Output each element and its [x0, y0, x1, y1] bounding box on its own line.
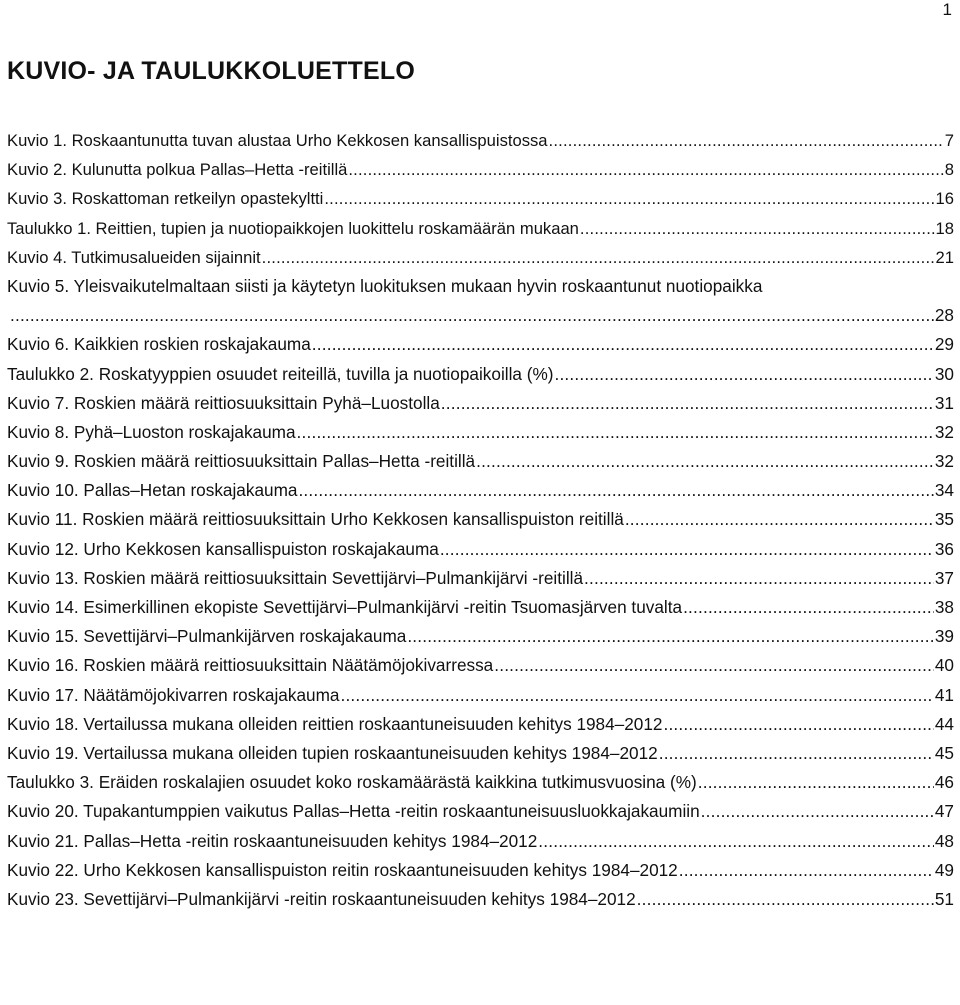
- toc-entry-page: 21: [935, 247, 954, 267]
- toc-entry[interactable]: [7, 681, 954, 710]
- toc-entry[interactable]: [7, 360, 954, 389]
- toc-entry[interactable]: [7, 885, 954, 914]
- toc-entry[interactable]: [7, 739, 954, 768]
- toc-entry-page: 48: [934, 830, 954, 851]
- dot-leader: [441, 389, 934, 418]
- toc-entry-title: Kuvio 2. Kulunutta polkua Pallas–Hetta -reitillä: [7, 160, 348, 180]
- toc-entry-title: Kuvio 11. Roskien määrä reittiosuuksittain Urho Kekkosen kansallispuiston reitillä: [7, 509, 624, 530]
- toc-entry[interactable]: [7, 155, 954, 184]
- toc-entry[interactable]: [7, 418, 954, 447]
- toc-entry[interactable]: [7, 797, 954, 826]
- toc-entry[interactable]: [7, 505, 954, 534]
- toc-entry[interactable]: [7, 476, 954, 505]
- toc-entry[interactable]: [7, 272, 954, 301]
- toc-entry-page: 35: [934, 509, 954, 530]
- dot-leader: [476, 447, 934, 476]
- toc-entry-title: Kuvio 8. Pyhä–Luoston roskajakauma: [7, 421, 296, 442]
- toc-entry[interactable]: [7, 856, 954, 885]
- toc-entry[interactable]: [7, 214, 954, 243]
- toc-entry[interactable]: [7, 126, 954, 155]
- toc-entry-page: 49: [934, 859, 954, 880]
- toc-entry-title: Kuvio 9. Roskien määrä reittiosuuksittain Pallas–Hetta -reitillä: [7, 451, 476, 472]
- toc-entry[interactable]: [7, 827, 954, 856]
- toc-entry-title: Kuvio 10. Pallas–Hetan roskajakauma: [7, 480, 298, 501]
- toc-entry-page: 45: [934, 742, 954, 763]
- toc-entry-title: Kuvio 12. Urho Kekkosen kansallispuiston roskajakauma: [7, 538, 439, 559]
- dot-leader: [440, 535, 934, 564]
- list-of-figures-heading: KUVIO- JA TAULUKKOLUETTELO: [7, 57, 415, 85]
- toc-entry[interactable]: [7, 768, 954, 797]
- toc-entry-page: 41: [934, 684, 954, 705]
- toc-entry-page: 36: [934, 538, 954, 559]
- toc-entry-page: 51: [934, 888, 954, 909]
- toc-entry[interactable]: [7, 389, 954, 418]
- dot-leader: [637, 885, 934, 914]
- toc-entry-title: Kuvio 17. Näätämöjokivarren roskajakauma: [7, 684, 340, 705]
- toc-entry-title: Kuvio 19. Vertailussa mukana olleiden tupien roskaantuneisuuden kehitys 1984–2012: [7, 742, 658, 763]
- toc-entry-title: Taulukko 1. Reittien, tupien ja nuotiopaikkojen luokittelu roskamäärän mukaan: [7, 218, 579, 238]
- toc-entry-page: 8: [944, 160, 954, 180]
- toc-entry-page: 30: [934, 363, 954, 384]
- toc-entry-title: Kuvio 3. Roskattoman retkeilyn opastekyltti: [7, 189, 324, 209]
- toc-entry-title: Kuvio 23. Sevettijärvi–Pulmankijärvi -reitin roskaantuneisuuden kehitys 1984–2012: [7, 888, 636, 909]
- toc-entry[interactable]: [7, 330, 954, 359]
- dot-leader: [298, 476, 933, 505]
- toc-entry-continuation[interactable]: [7, 301, 954, 330]
- toc-entry-title: Kuvio 14. Esimerkillinen ekopiste Sevettijärvi–Pulmankijärvi -reitin Tsuomasjärven tuvalta: [7, 597, 683, 617]
- toc-entry[interactable]: [7, 447, 954, 476]
- dot-leader: [262, 243, 935, 272]
- toc-entry-title: Taulukko 2. Roskatyyppien osuudet reiteillä, tuvilla ja nuotiopaikoilla (%): [7, 363, 554, 384]
- page-number: 1: [942, 0, 952, 19]
- toc-entry-title: Kuvio 21. Pallas–Hetta -reitin roskaantuneisuuden kehitys 1984–2012: [7, 830, 538, 851]
- toc-entry-title: Kuvio 7. Roskien määrä reittiosuuksittain Pyhä–Luostolla: [7, 392, 440, 413]
- dot-leader: [554, 360, 933, 389]
- toc-entry-title: Kuvio 13. Roskien määrä reittiosuuksittain Sevettijärvi–Pulmankijärvi -reitillä: [7, 567, 584, 588]
- toc-entry-title: Kuvio 18. Vertailussa mukana olleiden reittien roskaantuneisuuden kehitys 1984–2012: [7, 713, 663, 734]
- dot-leader: [584, 564, 934, 593]
- toc-entry-page: 37: [934, 567, 954, 588]
- dot-leader: [701, 797, 934, 826]
- toc-entry[interactable]: [7, 622, 954, 651]
- dot-leader: [10, 301, 934, 330]
- toc-entry-title: Kuvio 20. Tupakantumppien vaikutus Pallas–Hetta -reitin roskaantuneisuusluokkajakaumiin: [7, 801, 700, 822]
- toc-entry-page: 32: [934, 451, 954, 472]
- dot-leader: [494, 651, 934, 680]
- toc-entry-page: 31: [934, 392, 954, 413]
- dot-leader: [683, 593, 934, 622]
- dot-leader: [407, 622, 934, 651]
- toc-entry-page: 39: [934, 626, 954, 647]
- toc-entry-title: Kuvio 1. Roskaantunutta tuvan alustaa Urho Kekkosen kansallispuistossa: [7, 131, 548, 150]
- dot-leader: [297, 418, 934, 447]
- toc-entry-page: 38: [934, 597, 954, 617]
- toc-entry-title: Taulukko 3. Eräiden roskalajien osuudet koko roskamäärästä kaikkina tutkimusvuosina (%): [7, 772, 697, 793]
- dot-leader: [538, 827, 934, 856]
- dot-leader: [679, 856, 934, 885]
- toc-entry[interactable]: [7, 184, 954, 213]
- toc-entry[interactable]: [7, 710, 954, 739]
- toc-entry-page: 44: [934, 713, 954, 734]
- toc-entry[interactable]: [7, 651, 954, 680]
- dot-leader: [324, 184, 934, 213]
- dot-leader: [698, 768, 934, 797]
- toc-entry-page: 28: [934, 305, 954, 326]
- toc-entry-page: 16: [935, 189, 954, 209]
- toc-entry-page: 40: [934, 655, 954, 676]
- toc-entry-title: Kuvio 6. Kaikkien roskien roskajakauma: [7, 334, 311, 355]
- toc-entry-title: Kuvio 5. Yleisvaikutelmaltaan siisti ja käytetyn luokituksen mukaan hyvin roskaantunut nuotiopaikka: [7, 275, 763, 296]
- toc-entry-title: Kuvio 4. Tutkimusalueiden sijainnit: [7, 247, 261, 267]
- dot-leader: [659, 739, 934, 768]
- dot-leader: [348, 155, 943, 184]
- toc-list: [7, 126, 954, 914]
- toc-entry-page: 46: [934, 772, 954, 793]
- toc-entry[interactable]: [7, 243, 954, 272]
- dot-leader: [549, 126, 944, 155]
- toc-entry-title: Kuvio 15. Sevettijärvi–Pulmankijärven roskajakauma: [7, 626, 407, 647]
- dot-leader: [340, 681, 933, 710]
- toc-entry-page: 29: [934, 334, 954, 355]
- toc-entry[interactable]: [7, 593, 954, 622]
- dot-leader: [663, 710, 933, 739]
- toc-entry[interactable]: [7, 535, 954, 564]
- toc-entry-title: Kuvio 16. Roskien määrä reittiosuuksittain Näätämöjokivarressa: [7, 655, 494, 676]
- toc-entry-title: Kuvio 22. Urho Kekkosen kansallispuiston reitin roskaantuneisuuden kehitys 1984–2012: [7, 859, 678, 880]
- dot-leader: [625, 505, 934, 534]
- toc-entry-page: 47: [934, 801, 954, 822]
- toc-entry[interactable]: [7, 564, 954, 593]
- toc-entry-page: 34: [934, 480, 954, 501]
- toc-entry-page: 32: [934, 421, 954, 442]
- toc-entry-page: 7: [944, 131, 954, 150]
- dot-leader: [312, 330, 934, 359]
- toc-entry-page: 18: [935, 218, 954, 238]
- dot-leader: [580, 214, 935, 243]
